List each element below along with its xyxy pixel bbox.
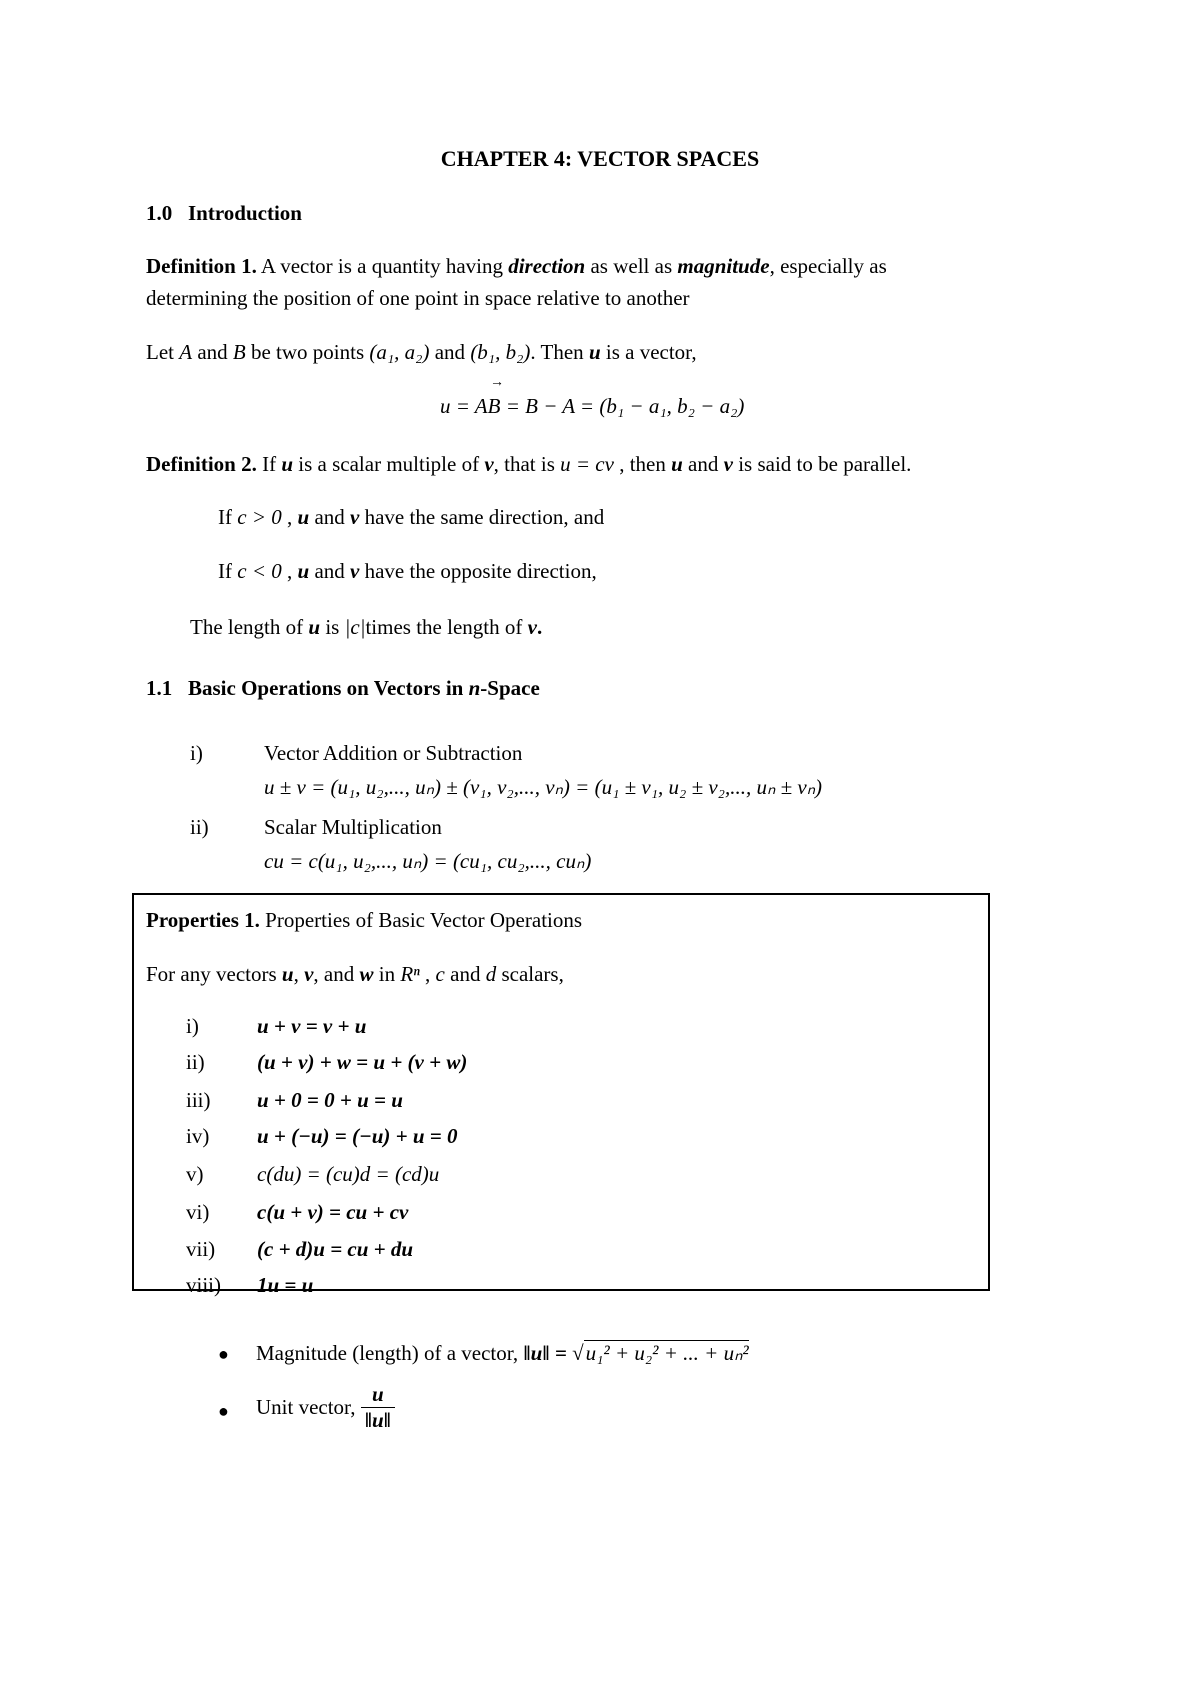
property-equation: (c + d)u = cu + du: [257, 1237, 414, 1261]
definition-2: [146, 452, 911, 477]
operation-formula: u ± v = (u₁, u₂,..., uₙ) ± (v₁, v₂,..., vₙ) = (u₁ ± v₁, u₂ ± v₂,..., uₙ ± vₙ): [264, 775, 823, 799]
property-equation: (u + v) + w = u + (v + w): [257, 1050, 468, 1074]
var-u: u: [297, 505, 310, 529]
operation-number: i): [190, 741, 203, 765]
abs-c: |c|: [344, 615, 366, 639]
var-v: v: [350, 559, 360, 583]
text: If: [218, 505, 238, 529]
unit-vector-fraction: [361, 1382, 395, 1433]
properties-title: Properties of Basic Vector Operations: [259, 908, 583, 932]
var-v: v: [484, 452, 494, 476]
text: ,: [281, 505, 298, 529]
property-number: vii): [186, 1237, 216, 1261]
operation-number: ii): [190, 815, 209, 839]
operation-name: Vector Addition or Subtraction: [264, 741, 523, 765]
text: ,: [293, 962, 305, 986]
space-rn: Rⁿ: [400, 962, 420, 986]
var-u: u: [671, 452, 683, 476]
text: If: [218, 559, 238, 583]
section-number: 1.0: [146, 201, 173, 225]
emphasis-magnitude: magnitude: [677, 254, 770, 278]
definition-1: [146, 254, 887, 279]
var-d: d: [485, 962, 497, 986]
text: is a scalar multiple of: [293, 452, 485, 476]
case-positive: [218, 505, 604, 530]
property-equation: c(u + v) = cu + cv: [257, 1200, 409, 1224]
property-number: v): [186, 1162, 204, 1186]
text: and: [429, 340, 471, 364]
vector-equation: u = AB = B − A = (b₁ − a₁, b₂ − a₂): [440, 394, 745, 418]
bullet-icon: ●: [218, 1344, 229, 1364]
text: as well as: [585, 254, 678, 278]
page-title: CHAPTER 4: VECTOR SPACES: [440, 146, 760, 171]
text: For any vectors: [146, 962, 282, 986]
section-heading-1-0: [146, 201, 302, 226]
definition-1-line2: determining the position of one point in space relative to another: [146, 286, 690, 310]
property-equation: u + 0 = 0 + u = u: [257, 1088, 403, 1112]
var-c: c: [435, 962, 445, 986]
condition: c < 0: [237, 559, 282, 583]
text: Unit vector,: [256, 1395, 361, 1419]
section-title: Introduction: [188, 201, 302, 225]
case-negative: [218, 559, 597, 584]
text: Let: [146, 340, 180, 364]
property-equation: u + (−u) = (−u) + u = 0: [257, 1124, 458, 1148]
section-title: -Space: [480, 676, 540, 700]
arrow-icon: →: [490, 375, 504, 390]
text: ,: [281, 559, 298, 583]
length-line: [190, 615, 542, 640]
text: be two points: [245, 340, 370, 364]
property-equation: c(du) = (cu)d = (cd)u: [257, 1162, 440, 1186]
text: A vector is a quantity having: [256, 254, 509, 278]
section-heading-1-1: [146, 676, 540, 701]
property-number: iii): [186, 1088, 211, 1112]
var-u: u: [297, 559, 310, 583]
text: have the opposite direction,: [359, 559, 597, 583]
var-u: u: [281, 962, 294, 986]
section-number: 1.1: [146, 676, 173, 700]
norm-u: ‖u‖ =: [523, 1341, 573, 1365]
var-w: w: [359, 962, 374, 986]
text: , especially as: [769, 254, 887, 278]
text: Magnitude (length) of a vector,: [256, 1341, 524, 1365]
text: If: [256, 452, 282, 476]
var-u: u: [308, 615, 321, 639]
var-v: v: [527, 615, 537, 639]
property-number: ii): [186, 1050, 205, 1074]
text: and: [682, 452, 724, 476]
text: , that is: [493, 452, 561, 476]
numerator: u: [371, 1382, 384, 1406]
property-equation: 1u = u: [257, 1273, 314, 1297]
section-title: Basic Operations on Vectors in: [188, 676, 469, 700]
sqrt-expression: u₁² + u₂² + ... + uₙ²: [585, 1341, 749, 1365]
properties-heading: [146, 908, 582, 933]
text: , and: [313, 962, 360, 986]
property-number: viii): [186, 1273, 221, 1297]
var-v: v: [350, 505, 360, 529]
operation-name: Scalar Multiplication: [264, 815, 442, 839]
unit-vector-bullet: [256, 1382, 395, 1433]
var-v: v: [723, 452, 733, 476]
var-n: n: [468, 676, 481, 700]
var-u: u: [281, 452, 294, 476]
property-number: iv): [186, 1124, 210, 1148]
text: in: [373, 962, 401, 986]
parallel-equation: u = cv: [560, 452, 614, 476]
property-number: i): [186, 1014, 199, 1038]
condition: c > 0: [237, 505, 282, 529]
text: and: [444, 962, 486, 986]
text: . Then: [530, 340, 589, 364]
text: and: [309, 559, 351, 583]
bullet-icon: ●: [218, 1401, 229, 1421]
text: is said to be parallel.: [732, 452, 912, 476]
point-b: (b₁, b₂): [470, 340, 531, 364]
text: and: [192, 340, 233, 364]
var-b: B: [232, 340, 246, 364]
text: scalars,: [496, 962, 564, 986]
denominator: ‖u‖: [361, 1407, 395, 1433]
definition-label: Definition 2.: [146, 452, 257, 476]
operation-formula: cu = c(u₁, u₂,..., uₙ) = (cu₁, cu₂,..., cuₙ): [264, 849, 592, 873]
text: , then: [613, 452, 672, 476]
text: times the length of: [365, 615, 528, 639]
text: and: [309, 505, 351, 529]
property-number: vi): [186, 1200, 210, 1224]
properties-intro: [146, 962, 564, 987]
var-v: v: [304, 962, 314, 986]
definition-label: Definition 1.: [146, 254, 257, 278]
var-u: u: [588, 340, 601, 364]
property-equation: u + v = v + u: [257, 1014, 367, 1038]
text: have the same direction, and: [359, 505, 605, 529]
text: The length of: [190, 615, 309, 639]
properties-label: Properties 1.: [146, 908, 260, 932]
emphasis-direction: direction: [508, 254, 586, 278]
magnitude-bullet: Magnitude (length) of a vector, ‖u‖ = √u₁² + u₂² + ... + uₙ²: [256, 1341, 749, 1365]
point-a: (a₁, a₂): [369, 340, 430, 364]
var-a: A: [179, 340, 193, 364]
text: .: [536, 615, 543, 639]
text: is: [320, 615, 345, 639]
points-line: [146, 340, 697, 365]
text: is a vector,: [600, 340, 697, 364]
text: ,: [419, 962, 436, 986]
